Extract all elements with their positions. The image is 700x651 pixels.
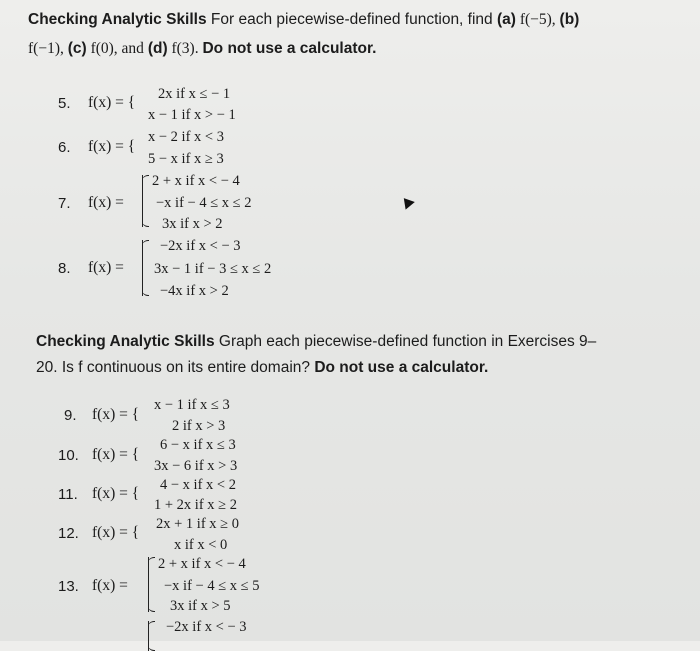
section1-instruction-line1: Checking Analytic Skills For each piecewise-defined function, find (a) f(−5), (b) [28, 11, 580, 28]
section2-instruction-line1: Checking Analytic Skills Graph each piecewise-defined function in Exercises 9– [36, 333, 597, 350]
section1-skill-title: Checking Analytic Skills [28, 11, 207, 28]
mouse-pointer-icon [399, 194, 415, 209]
brace-8 [142, 240, 153, 296]
section1-instruction-line2: f(−1), (c) f(0), and (d) f(3). Do not use a calculator. [28, 40, 377, 57]
section2-instruction-line2: 20. Is f continuous on its entire domain? Do not use a calculator. [36, 359, 489, 376]
brace-14 [148, 621, 159, 651]
